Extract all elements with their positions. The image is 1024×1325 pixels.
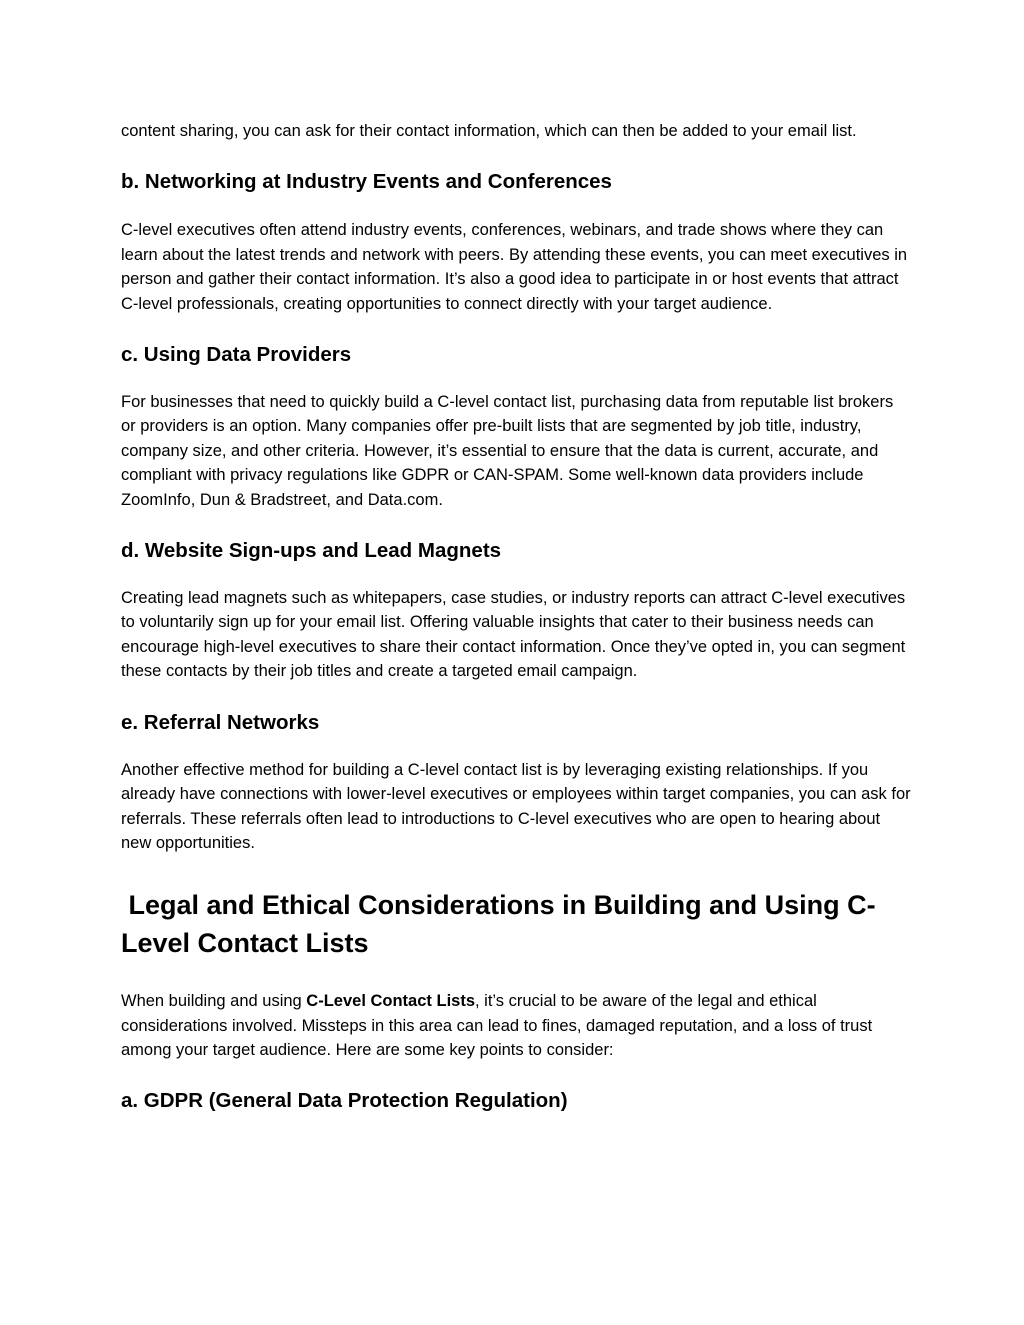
document-page <box>121 119 911 1115</box>
legal-body <box>121 989 911 1062</box>
legal-heading: Legal and Ethical Considerations in Building and Using C-Level Contact Lists <box>121 890 876 959</box>
section-heading-referral-networks: e. Referral Networks <box>121 710 320 734</box>
section-body-lead-magnets: Creating lead magnets such as whitepapers, case studies, or industry reports can attract C-level executives to voluntarily sign up for your email list. Offering valuable insights that cater to their business needs can encourage high-level executives to share their contact information. Once they’ve opted in, you can segment these contacts by their job titles and create a targeted email campaign. <box>121 589 906 681</box>
legal-body-before: When building and using <box>121 992 307 1011</box>
section-heading-data-providers: c. Using Data Providers <box>121 343 352 367</box>
section-body-networking: C-level executives often attend industry events, conferences, webinars, and trade shows where they can learn about the latest trends and network with peers. By attending these events, you can meet executives in person and gather their contact information. It’s also a good idea to participate in or host events that attract C-level professionals, creating opportunities to connect directly with your target audience. <box>121 221 908 313</box>
legal-subheading-gdpr: a. GDPR (General Data Protection Regulation) <box>121 1088 568 1112</box>
section-body-data-providers: For businesses that need to quickly build a C-level contact list, purchasing data from reputable list brokers or providers is an option. Many companies offer pre-built lists that are segmented by job title, industry, company size, and other criteria. However, it’s essential to ensure that the data is current, accurate, and compliant with privacy regulations like GDPR or CAN-SPAM. Some well-known data providers include ZoomInfo, Dun & Bradstreet, and Data.com. <box>121 393 894 509</box>
intro-paragraph: content sharing, you can ask for their contact information, which can then be added to your email list. <box>121 122 857 140</box>
section-heading-lead-magnets: d. Website Sign-ups and Lead Magnets <box>121 539 502 563</box>
legal-body-bold: C-Level Contact Lists <box>306 992 475 1011</box>
legal-body-after: , it’s crucial to be aware of the legal and ethical considerations involved. Missteps in this area can lead to fines, damaged reputation, and a loss of trust among your target audience. Here are some key points to consider: <box>121 992 873 1060</box>
section-heading-networking: b. Networking at Industry Events and Conferences <box>121 170 612 194</box>
section-body-referral-networks: Another effective method for building a C-level contact list is by leveraging existing relationships. If you already have connections with lower-level executives or employees within target companies, you can ask for referrals. These referrals often lead to introductions to C-level executives who are open to hearing about new opportunities. <box>121 760 911 852</box>
